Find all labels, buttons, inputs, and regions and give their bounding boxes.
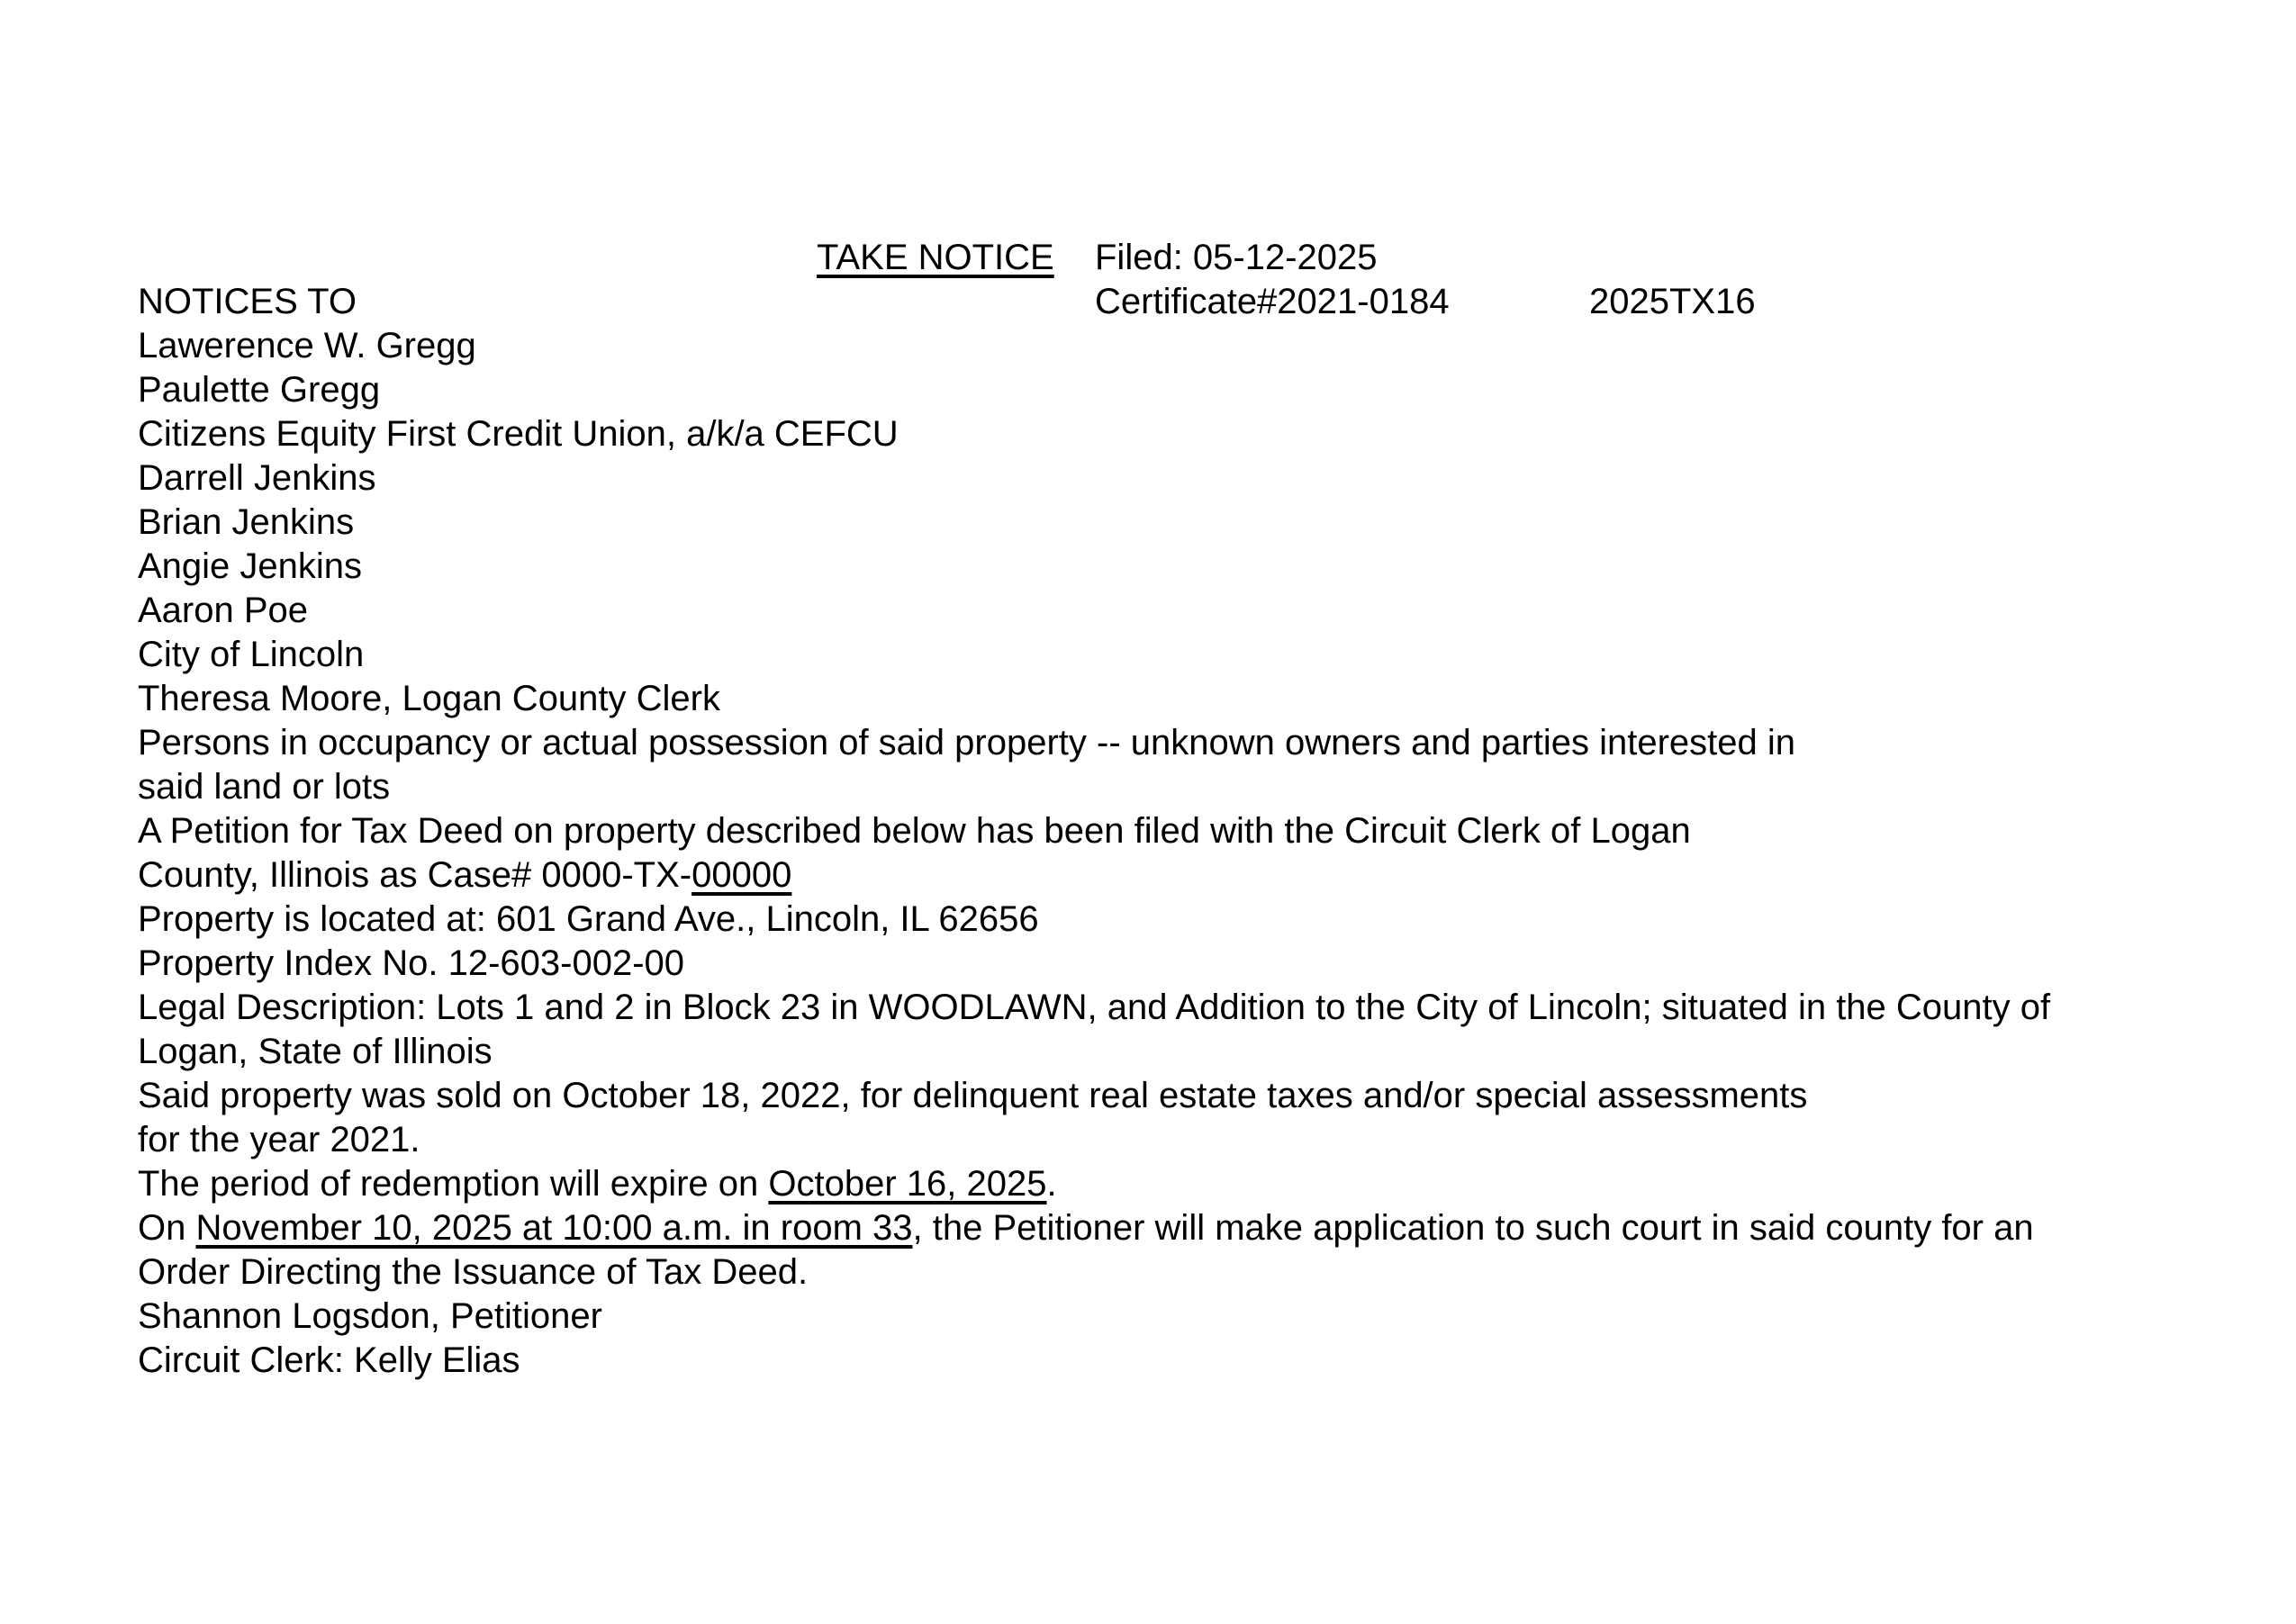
petition-line-2	[138, 853, 2161, 898]
case-number-prefix: County, Illinois as Case# 0000-TX-	[138, 855, 692, 895]
case-year-number: 2025TX16	[1589, 282, 1756, 321]
recipient-line: Citizens Equity First Credit Union, a/k/a CEFCU	[138, 414, 899, 454]
filed-date: Filed: 05-12-2025	[1095, 238, 1378, 277]
redemption-expire-date: October 16, 2025	[768, 1164, 1047, 1204]
recipient-line: City of Lincoln	[138, 635, 365, 674]
recipient-line: said land or lots	[138, 767, 391, 807]
case-number-blank: 00000	[692, 855, 792, 895]
recipient-line: Aaron Poe	[138, 591, 309, 630]
redemption-line	[138, 1162, 2161, 1206]
legal-description-line-2: Logan, State of Illinois	[138, 1032, 493, 1071]
petitioner-signature: Shannon Logsdon, Petitioner	[138, 1296, 602, 1336]
recipient-line: Darrell Jenkins	[138, 458, 376, 498]
hearing-line-1	[138, 1206, 2161, 1250]
notices-to-label: NOTICES TO	[138, 282, 357, 321]
header-row-1	[138, 236, 2161, 280]
circuit-clerk-signature: Circuit Clerk: Kelly Elias	[138, 1340, 520, 1380]
recipient-line: Persons in occupancy or actual possession of said property -- unknown owners and parties interested in	[138, 723, 1795, 762]
redemption-suffix: .	[1046, 1164, 1057, 1204]
certificate-number: Certificate#2021-0184	[1095, 282, 1450, 321]
recipient-line: Angie Jenkins	[138, 546, 363, 586]
recipient-line: Brian Jenkins	[138, 502, 355, 542]
legal-description-line-1: Legal Description: Lots 1 and 2 in Block 23 in WOODLAWN, and Addition to the City of Lincoln; situated in the County of	[138, 988, 2051, 1027]
hearing-datetime: November 10, 2025 at 10:00 a.m. in room 33	[195, 1208, 913, 1248]
header-row-2	[138, 280, 2161, 324]
hearing-prefix: On	[138, 1208, 196, 1248]
hearing-line-2: Order Directing the Issuance of Tax Deed.	[138, 1252, 809, 1292]
sold-line-2: for the year 2021.	[138, 1120, 420, 1159]
petition-line-1: A Petition for Tax Deed on property described below has been filed with the Circuit Clerk of Logan	[138, 811, 1691, 851]
sold-line-1: Said property was sold on October 18, 2022, for delinquent real estate taxes and/or special assessments	[138, 1076, 1808, 1115]
property-index-number: Property Index No. 12-603-002-00	[138, 943, 685, 983]
recipient-line: Paulette Gregg	[138, 370, 381, 410]
take-notice-title: TAKE NOTICE	[817, 238, 1054, 277]
recipient-line: Theresa Moore, Logan County Clerk	[138, 679, 720, 718]
redemption-prefix: The period of redemption will expire on	[138, 1164, 769, 1204]
property-location: Property is located at: 601 Grand Ave., Lincoln, IL 62656	[138, 899, 1039, 939]
hearing-suffix: , the Petitioner will make application to such court in said county for an	[912, 1208, 2034, 1248]
recipient-line: Lawerence W. Gregg	[138, 326, 476, 365]
